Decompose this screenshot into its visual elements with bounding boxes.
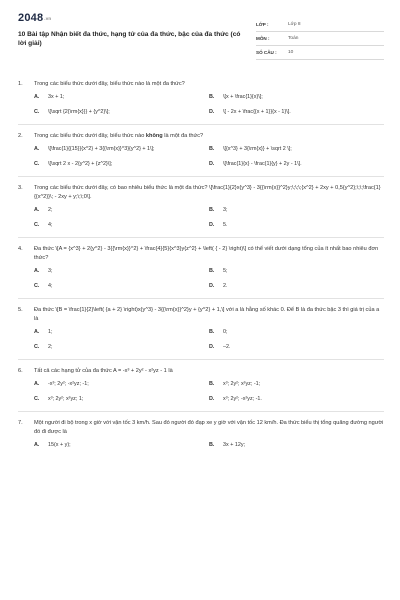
option-text: 3x + 12y; bbox=[223, 442, 246, 448]
option-a[interactable] bbox=[34, 145, 209, 153]
option-letter: D. bbox=[209, 283, 215, 289]
option-c[interactable] bbox=[34, 395, 209, 403]
option-letter: A. bbox=[34, 268, 40, 274]
option-text: 1; bbox=[48, 329, 53, 335]
option-text: \[\frac{1}{{15}}{x^2} + 3{{\rm{x}}^3}{y^2} + 1\]; bbox=[48, 146, 155, 152]
option-c[interactable] bbox=[34, 221, 209, 229]
question-number: 3. bbox=[18, 185, 23, 191]
question-number: 2. bbox=[18, 133, 23, 139]
question-3 bbox=[18, 184, 384, 229]
logo-suffix: .vn bbox=[44, 15, 52, 21]
option-text: 3x + 1; bbox=[48, 94, 65, 100]
option-b[interactable] bbox=[209, 93, 384, 101]
option-text: x³; 2y²; -x²yz; -1. bbox=[223, 396, 262, 402]
option-c[interactable] bbox=[34, 160, 209, 168]
option-text: 4; bbox=[48, 283, 53, 289]
option-text: –2. bbox=[223, 344, 231, 350]
question-number: 6. bbox=[18, 368, 23, 374]
option-a[interactable] bbox=[34, 206, 209, 214]
divider bbox=[18, 359, 384, 360]
option-letter: C. bbox=[34, 109, 40, 115]
option-text: 3; bbox=[48, 268, 53, 274]
option-a[interactable] bbox=[34, 441, 209, 449]
option-c[interactable] bbox=[34, 343, 209, 351]
header bbox=[18, 12, 384, 60]
option-text: 3; bbox=[223, 207, 228, 213]
option-letter: B. bbox=[209, 146, 215, 152]
divider bbox=[18, 176, 384, 177]
option-letter: C. bbox=[34, 396, 40, 402]
option-text: \[ - 2x + \frac{{x + 1}}{x - 1}\]. bbox=[223, 109, 291, 115]
question-text: Trong các biểu thức dưới đây, có bao nhiêu biểu thức là một đa thức? \[\frac{1}{2}x{y^3} - 3{{\rm{x}}^2}y;\;\;\;{x^2} + 2xy + 0,5{y^2};\;\;\frac{1}{{x^2}}\; - 2xy + y;\;\;0\]. bbox=[34, 185, 381, 200]
option-c[interactable] bbox=[34, 108, 209, 116]
option-text: 5; bbox=[223, 268, 228, 274]
question-text: Tất cả các hạng tử của đa thức A = -x³ + 2y² - x²yz - 1 là bbox=[34, 368, 173, 374]
option-text: \[x + \frac{1}{x}\]; bbox=[223, 94, 263, 100]
option-b[interactable] bbox=[209, 145, 384, 153]
option-letter: A. bbox=[34, 329, 40, 335]
option-letter: B. bbox=[209, 94, 215, 100]
question-1 bbox=[18, 80, 384, 116]
question-text: Trong các biểu thức dưới đây, biểu thức nào là một đa thức? bbox=[34, 81, 185, 87]
option-letter: C. bbox=[34, 344, 40, 350]
question-7 bbox=[18, 419, 384, 449]
header-left bbox=[18, 12, 248, 60]
question-number: 7. bbox=[18, 420, 23, 426]
option-letter: B. bbox=[209, 442, 215, 448]
option-letter: D. bbox=[209, 222, 215, 228]
question-text-post: là một đa thức? bbox=[162, 133, 204, 139]
question-number: 5. bbox=[18, 307, 23, 313]
divider bbox=[18, 298, 384, 299]
option-b[interactable] bbox=[209, 441, 384, 449]
option-text: \[\frac{1}{x} - \frac{1}{y} + 2y - 1\]. bbox=[223, 161, 302, 167]
question-text: Đa thức \[A = {x^3} + 2{y^2} - 3{{\rm{x}}^2} + \frac{4}{5}{x^3}y{z^2} + \left( { - 2} \right)\] có thể viết dưới dạng tổng của ít nhất bao nhiêu đơn thức? bbox=[34, 246, 379, 261]
option-text: 15(x + y); bbox=[48, 442, 71, 448]
site-logo[interactable] bbox=[18, 12, 248, 24]
options bbox=[34, 93, 384, 116]
meta-label: MÔN : bbox=[256, 36, 270, 41]
option-d[interactable] bbox=[209, 160, 384, 168]
question-number: 4. bbox=[18, 246, 23, 252]
option-letter: B. bbox=[209, 207, 215, 213]
option-text: 4; bbox=[48, 222, 53, 228]
option-text: 2; bbox=[48, 207, 53, 213]
meta-label: LỚP : bbox=[256, 22, 269, 27]
option-text: 2; bbox=[48, 344, 53, 350]
question-6 bbox=[18, 367, 384, 403]
option-text: 5. bbox=[223, 222, 228, 228]
question-text bbox=[34, 132, 384, 141]
options bbox=[34, 380, 384, 403]
meta-info bbox=[256, 18, 384, 60]
option-text: x³; 2y²; x²yz; 1; bbox=[48, 396, 84, 402]
question-list bbox=[18, 80, 384, 449]
option-d[interactable] bbox=[209, 395, 384, 403]
option-a[interactable] bbox=[34, 93, 209, 101]
question-text: Đa thức \[B = \frac{1}{2}\left( {a + 2} \right)x{y^3} - 3{{\rm{x}}^2}y + {y^2} + 1,\] với a là hằng số khác 0. Để B là đa thức bậc 3 thì giá trị của a là bbox=[34, 307, 380, 322]
option-d[interactable] bbox=[209, 282, 384, 290]
options bbox=[34, 441, 384, 449]
options bbox=[34, 206, 384, 229]
question-5 bbox=[18, 306, 384, 351]
meta-value: Toán bbox=[288, 36, 299, 41]
option-text: \[\sqrt 2 x - 2{y^2} + {z^2}\]; bbox=[48, 161, 113, 167]
option-letter: D. bbox=[209, 161, 215, 167]
option-letter: C. bbox=[34, 222, 40, 228]
logo-text: 2048 bbox=[18, 12, 44, 24]
option-b[interactable] bbox=[209, 267, 384, 275]
meta-row-grade bbox=[256, 18, 384, 32]
question-number: 1. bbox=[18, 81, 23, 87]
option-text: 2. bbox=[223, 283, 228, 289]
option-letter: A. bbox=[34, 207, 40, 213]
option-a[interactable] bbox=[34, 267, 209, 275]
option-letter: A. bbox=[34, 94, 40, 100]
option-d[interactable] bbox=[209, 108, 384, 116]
option-letter: A. bbox=[34, 442, 40, 448]
question-2 bbox=[18, 132, 384, 168]
meta-label: SỐ CÂU : bbox=[256, 50, 277, 55]
meta-value: 10 bbox=[288, 50, 294, 55]
option-a[interactable] bbox=[34, 380, 209, 388]
options bbox=[34, 267, 384, 290]
question-4 bbox=[18, 245, 384, 290]
option-b[interactable] bbox=[209, 328, 384, 336]
option-letter: B. bbox=[209, 329, 215, 335]
meta-row-subject bbox=[256, 32, 384, 46]
option-b[interactable] bbox=[209, 380, 384, 388]
meta-value: Lớp 8 bbox=[288, 22, 301, 27]
options bbox=[34, 145, 384, 168]
question-text-pre: Trong các biểu thức dưới đây, biểu thức nào bbox=[34, 133, 146, 139]
option-text: -x³; 2y²; -x²yz; -1; bbox=[48, 381, 89, 387]
option-letter: B. bbox=[209, 381, 215, 387]
option-d[interactable] bbox=[209, 343, 384, 351]
option-text: \[\sqrt {2{\rm{x}}} + {y^2}\]; bbox=[48, 109, 110, 115]
option-letter: D. bbox=[209, 396, 215, 402]
option-c[interactable] bbox=[34, 282, 209, 290]
option-letter: A. bbox=[34, 146, 40, 152]
option-b[interactable] bbox=[209, 206, 384, 214]
option-letter: D. bbox=[209, 344, 215, 350]
option-a[interactable] bbox=[34, 328, 209, 336]
question-text: Một người đi bộ trong x giờ với vận tốc 3 km/h. Sau đó người đó đạp xe y giờ với vận tốc 12 km/h. Đa thức biểu thị tổng quãng đường người đó đi được là bbox=[34, 420, 384, 435]
divider bbox=[18, 411, 384, 412]
divider bbox=[18, 124, 384, 125]
option-letter: D. bbox=[209, 109, 215, 115]
option-text: 0; bbox=[223, 329, 228, 335]
option-letter: B. bbox=[209, 268, 215, 274]
option-letter: C. bbox=[34, 283, 40, 289]
document-title: 10 Bài tập Nhận biết đa thức, hạng tử của đa thức, bậc của đa thức (có lời giải) bbox=[18, 31, 241, 48]
option-text: x³; 2y²; x²yz; -1; bbox=[223, 381, 261, 387]
question-text-emphasis: không bbox=[145, 133, 163, 139]
options bbox=[34, 328, 384, 351]
divider bbox=[18, 237, 384, 238]
option-letter: A. bbox=[34, 381, 40, 387]
option-letter: C. bbox=[34, 161, 40, 167]
option-text: \[{x^3} + 3{\rm{x}} + \sqrt 2 \]; bbox=[223, 146, 292, 152]
meta-row-count bbox=[256, 46, 384, 60]
option-d[interactable] bbox=[209, 221, 384, 229]
